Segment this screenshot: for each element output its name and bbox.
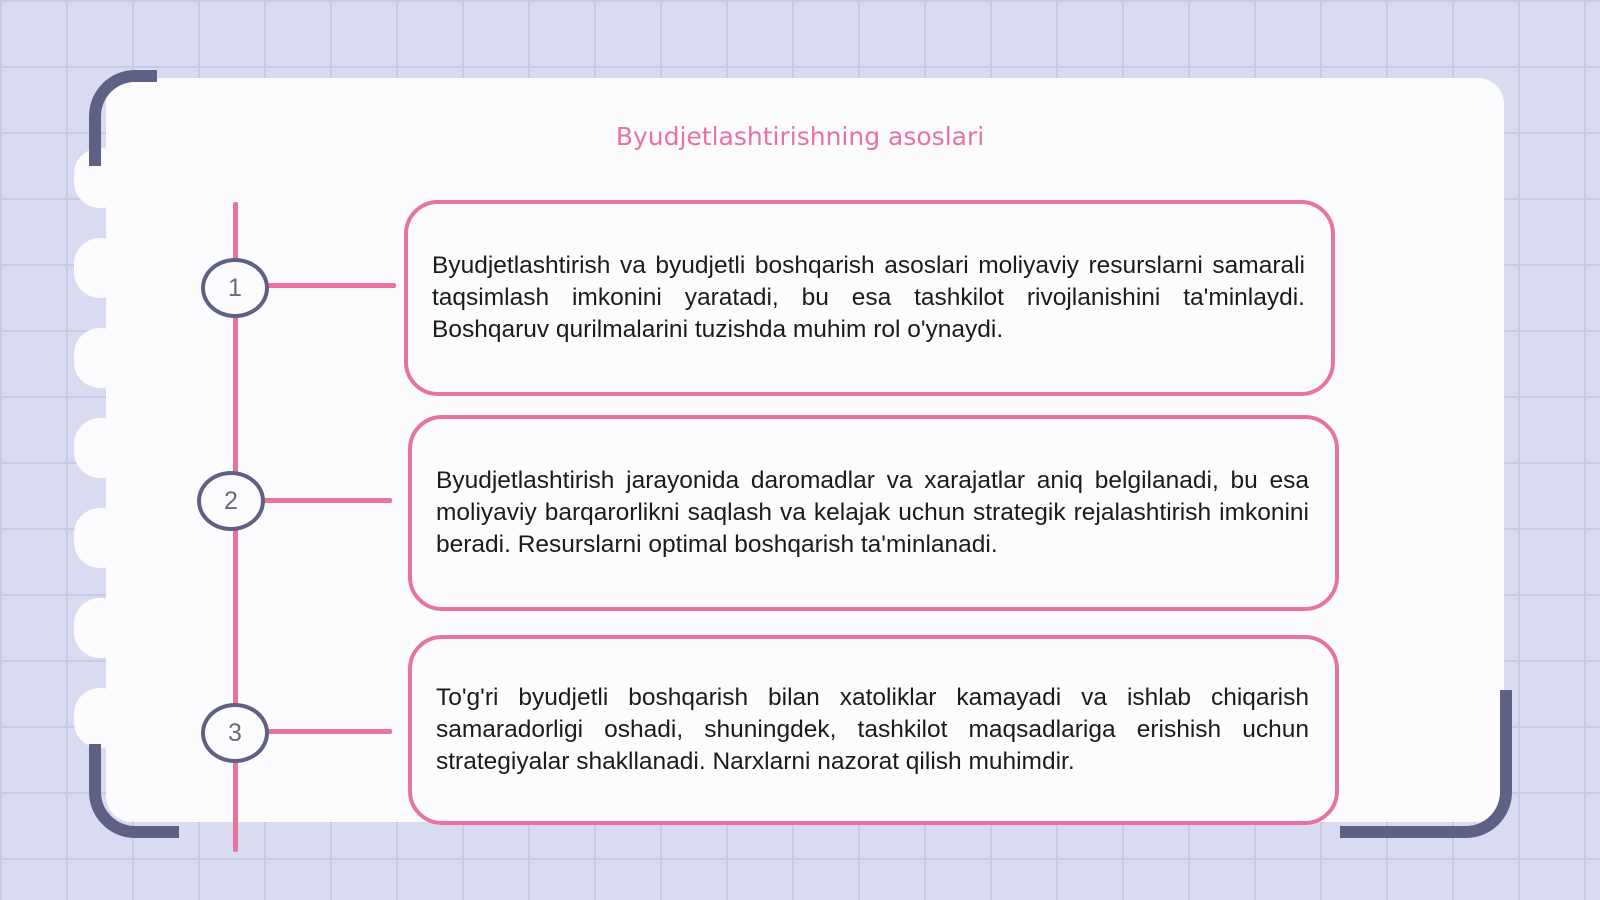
card-scallop <box>74 508 126 568</box>
step-text: Byudjetlashtirish va byudjetli boshqarish asoslari moliyaviy resurslarni samarali taqsimlash imkonini yaratadi, bu esa tashkilot rivojlanishini ta'minlaydi. Boshqaruv qurilmalarini tuzishda muhim rol o'ynaydi. <box>432 252 1305 343</box>
slide-title: Byudjetlashtirishning asoslari <box>615 122 985 151</box>
step-text-box <box>404 200 1335 396</box>
step-connector <box>266 729 392 734</box>
step-text: To'g'ri byudjetli boshqarish bilan xatoliklar kamayadi va ishlab chiqarish samaradorligi oshadi, shuningdek, tashkilot maqsadlariga erishish uchun strategiyalar shakllanadi. Narxlarni nazorat qilish muhimdir. <box>436 684 1309 775</box>
card-scallop <box>74 598 126 658</box>
card-scallop <box>74 328 126 388</box>
corner-bracket-bottom-left <box>89 744 179 838</box>
step-text: Byudjetlashtirish jarayonida daromadlar va xarajatlar aniq belgilanadi, bu esa moliyaviy barqarorlikni saqlash va kelajak uchun strategik rejalashtirish imkonini beradi. Resurslarni optimal boshqarish ta'minlanadi. <box>436 467 1309 558</box>
step-number: 3 <box>228 718 242 747</box>
step-connector <box>262 498 392 503</box>
step-number-circle <box>201 258 269 318</box>
step-number-circle <box>197 471 265 531</box>
card-scallop <box>74 418 126 478</box>
corner-bracket-bottom-right <box>1340 690 1512 838</box>
step-number: 1 <box>228 273 242 302</box>
step-number-circle <box>201 703 269 763</box>
step-connector <box>266 283 396 288</box>
step-number: 2 <box>224 486 238 515</box>
corner-bracket-top-left <box>89 70 157 166</box>
step-text-box <box>408 635 1339 825</box>
step-text-box <box>408 415 1339 611</box>
card-scallop <box>74 238 126 298</box>
card-scallop <box>74 688 126 748</box>
